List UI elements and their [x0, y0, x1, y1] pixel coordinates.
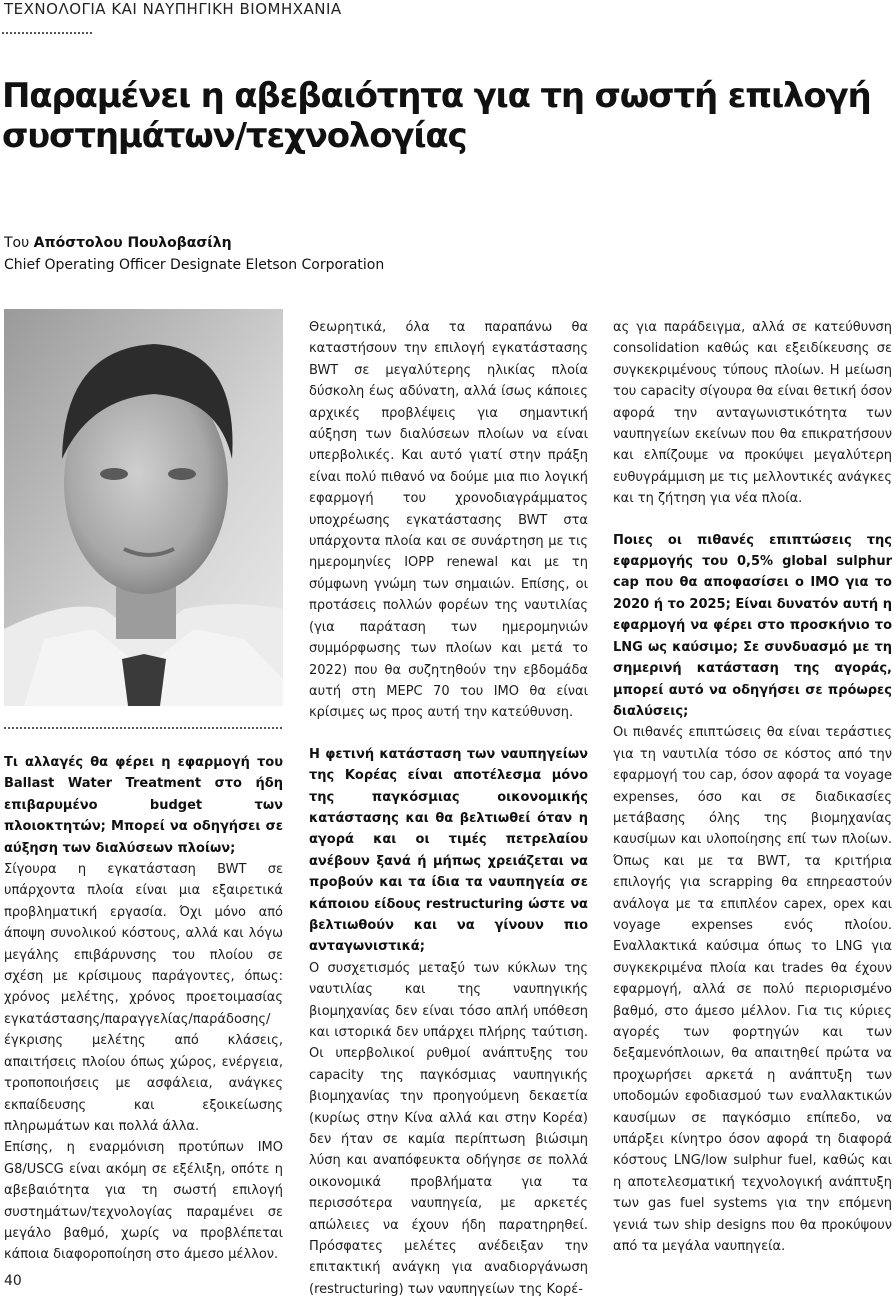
- column-divider: [4, 727, 282, 729]
- interview-question: Η φετινή κατάσταση των ναυπηγείων της Κορέας είναι αποτέλεσμα μόνο της παγκόσμιας οικονομικής κατάστασης και θα βελτιωθεί όταν η αγορά και οι τιμές πετρελαίου ανέβουν ξανά ή μήπως χρειάζεται να προβούν και τα ίδια τα ναυπηγεία σε κάποιου είδους restructuring ώστε να βελτιωθούν και να γίνουν πιο ανταγωνιστικά;: [309, 746, 588, 955]
- interview-answer: Θεωρητικά, όλα τα παραπάνω θα καταστήσουν την επιλογή εγκατάστασης BWT σε μεγαλύτερης ηλικίας πλοία δύσκολη έως αδύνατη, αλλά ίσως κάποιες αρχικές προβλέψεις για σημαντική αύξηση των διαλύσεων πλοίων να είναι υπερβολικές. Και αυτό γιατί στην πράξη είναι πολύ πιθανό να δούμε μια πιο λογική εφαρμογή του χρονοδιαγράμματος υποχρέωσης εγκατάστασης BWT στα υπάρχοντα πλοία και σε συνάρτηση με τις ημερομηνίες IOPP renewal και με τη σύμφωνη γνώμη των σημαιών. Επίσης, οι προτάσεις πολλών φορέων της ναυτιλίας (για παράταση των ημερομηνιών συμμόρφωσης των πλοίων και μετά το 2022) που θα συζητηθούν την εβδομάδα αυτή στη MEPC 70 του IMO θα είναι κρίσιμες ως προς αυτή την κατεύθυνση.: [309, 320, 588, 721]
- interview-question: Ποιες οι πιθανές επιπτώσεις της εφαρμογής του 0,5% global sulphur cap που θα αποφασίσει ο ΙΜΟ για το 2020 ή το 2025; Είναι δυνατόν αυτή η εφαρμογή να φέρει στο προσκήνιο το LNG ως καύσιμο; Σε συνδυασμό με τη σημερινή κατάσταση της αγοράς, μπορεί αυτό να οδηγήσει σε πρόωρες διαλύσεις;: [613, 532, 892, 719]
- author-name: Απόστολου Πουλοβασίλη: [33, 235, 232, 251]
- author-photo: [4, 309, 283, 706]
- page-number: 40: [4, 1273, 22, 1289]
- article-column-1: [4, 752, 283, 1266]
- interview-answer: ας για παράδειγμα, αλλά σε κατεύθυνση consolidation καθώς και εξειδίκευσης σε συγκεκριμένους τύπους πλοίων. Η μείωση του capacity σίγουρα θα είναι θετική όσον αφορά την ανταγωνιστικότητα των ναυπηγείων εκείνων που θα επικρατήσουν και ελπίζουμε να προκύψει μεγαλύτερη ευθυγράμμιση με τις μελλοντικές ανάγκες και τη ζήτηση για νέα πλοία.: [613, 320, 892, 507]
- author-role: Chief Operating Officer Designate Eletson Corporation: [4, 257, 385, 273]
- article-column-2: [309, 317, 588, 1300]
- byline-author-line: [4, 232, 384, 254]
- interview-answer: Σίγουρα η εγκατάσταση BWT σε υπάρχοντα πλοία είναι μια εξαιρετικά προβληματική εργασία. Όχι μόνο από άποψη συνολικού κόστους, αλλά και λόγω μεγάλης επιβάρυνσης του πλοίου σε σχέση με κρίσιμους παράγοντες, όπως: χρόνος μελέτης, χρόνος προετοιμασίας εγκατάστασης/παραγγελίας/παράδοσης/έγκρισης μελέτης από κλάσεις, απαιτήσεις πλοίου όπως χώρος, ενέργεια, τροποποιήσεις με ασφάλεια, ανάγκες εκπαίδευσης και εξοικείωσης πληρωμάτων και πολλά άλλα.: [4, 862, 283, 1134]
- byline: [4, 232, 384, 276]
- interview-answer: Οι πιθανές επιπτώσεις θα είναι τεράστιες για τη ναυτιλία τόσο σε κόστος από την εφαρμογή του cap, όσον αφορά τα voyage expenses, όσο και σε διαδικασίες μετάβασης όλης της βιομηχανίας καυσίμων και υλοποίησης επί των πλοίων. Όπως και με τα BWT, τα κριτήρια επιλογής για scrapping θα επηρεαστούν ανάλογα με τα επιπλέον capex, opex και voyage expenses ενός πλοίου. Εναλλακτικά καύσιμα όπως το LNG για συγκεκριμένα πλοία και trades θα έχουν εφαρμογή, αλλά σε πολύ περιορισμένο βαθμό, στο άμεσο μέλλον. Για τις κύριες αγορές των φορτηγών και των δεξαμενόπλοιων, θα απαιτηθεί πρώτα να προχωρήσει αρκετά η ανάπτυξη των υποδομών εφοδιασμού των εναλλακτικών καυσίμων σε παγκόσμιο επίπεδο, να υπάρξει κίνητρο όσον αφορά τη διαφορά κόστους LNG/low sulphur fuel, καθώς και η αποτελεσματική τεχνολογική ανάπτυξη των gas fuel systems για την επόμενη γενιά των ship designs που θα προκύψουν από τα μεγάλα ναυπηγεία.: [613, 725, 892, 1255]
- section-divider: [2, 32, 92, 34]
- interview-answer: Επίσης, η εναρμόνιση προτύπων IMO G8/USCG είναι ακόμη σε εξέλιξη, οπότε η αβεβαιότητα για τη σωστή επιλογή συστημάτων/τεχνολογίας παραμένει σε μεγάλο βαθμό, χωρίς να προβλέπεται κάποια διαφοροποίηση στο άμεσο μέλλον.: [4, 1140, 283, 1263]
- article-column-3: [613, 317, 892, 1257]
- interview-question: Τι αλλαγές θα φέρει η εφαρμογή του Ballast Water Treatment στο ήδη επιβαρυμένο budget των πλοιοκτητών; Μπορεί να οδηγήσει σε αύξηση των διαλύσεων πλοίων;: [4, 755, 283, 856]
- section-label: ΤΕΧΝΟΛΟΓΙΑ ΚΑΙ ΝΑΥΠΗΓΙΚΗ ΒΙΟΜΗΧΑΝΙΑ: [4, 0, 342, 18]
- interview-answer: Ο συσχετισμός μεταξύ των κύκλων της ναυτιλίας και της ναυπηγικής βιομηχανίας δεν είναι τόσο απλή υπόθεση και ιστορικά δεν υπάρχει πλήρης ταύτιση. Οι υπερβολικοί ρυθμοί ανάπτυξης του capacity της παγκόσμιας ναυπηγικής βιομηχανίας την προηγούμενη δεκαετία (κυρίως στην Κίνα αλλά και στην Κορέα) δεν ήταν σε καμία περίπτωση βιώσιμη λύση και αναπόφευκτα οδήγησε σε πολλά οικονομικά προβλήματα για τα περισσότερα ναυπηγεία, με αρκετές απώλειες να έχουν ήδη παρατηρηθεί. Πρόσφατες μελέτες ανέδειξαν την επιτακτική ανάγκη για αναδιοργάνωση (restructuring) των ναυπηγείων της Κορέ-: [309, 960, 588, 1297]
- portrait-image: [4, 309, 283, 706]
- byline-prefix: Του: [4, 235, 34, 251]
- article-title: Παραμένει η αβεβαιότητα για τη σωστή επιλογή συστημάτων/τεχνολογίας: [2, 76, 871, 156]
